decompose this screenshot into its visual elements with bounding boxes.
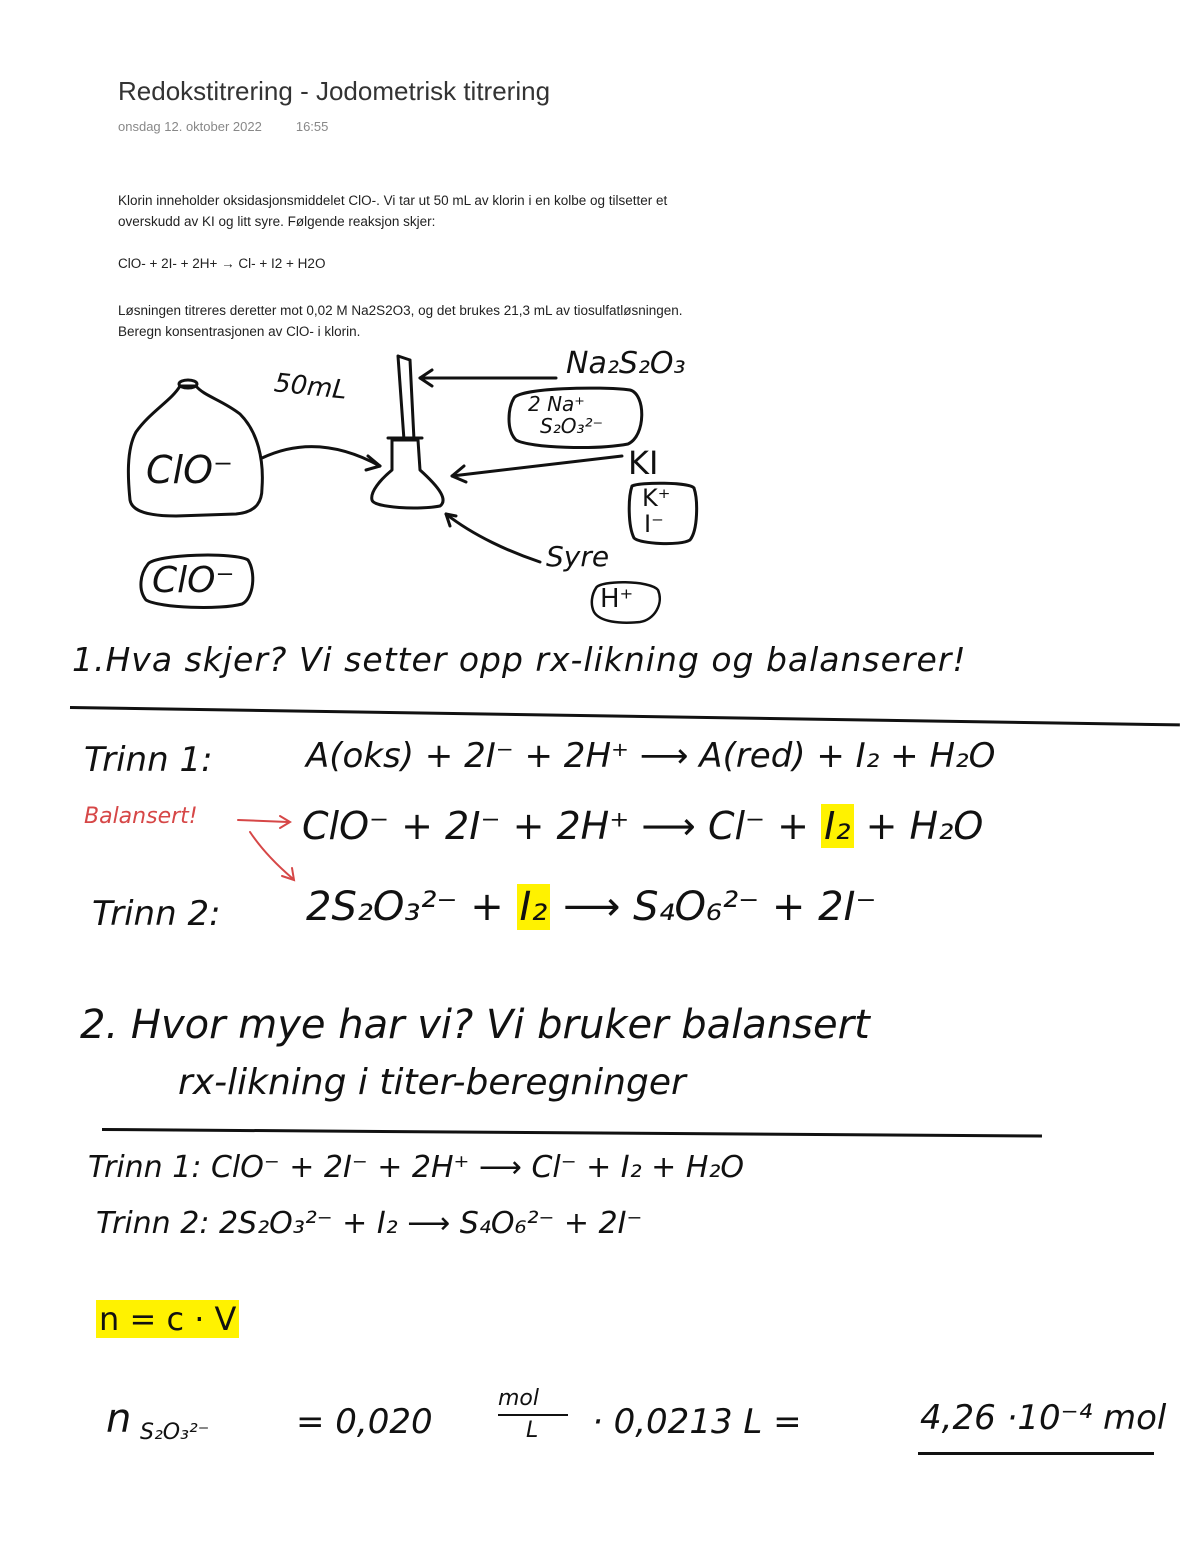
task-line-2: Beregn konsentrasjonen av ClO- i klorin.	[118, 324, 361, 339]
calc-fraction-bar	[498, 1414, 568, 1416]
step1-balanced-left: ClO⁻ + 2I⁻ + 2H⁺ ⟶ Cl⁻ +	[302, 804, 822, 848]
step1-label: Trinn 1:	[84, 740, 213, 780]
note-date: onsdag 12. oktober 2022	[118, 119, 262, 134]
ki-ion-i: I⁻	[644, 510, 664, 538]
summary-step1: Trinn 1: ClO⁻ + 2I⁻ + 2H⁺ ⟶ Cl⁻ + I₂ + H₂O	[88, 1150, 745, 1185]
ki-label: KI	[628, 444, 659, 482]
calc-unit-denominator: L	[526, 1418, 539, 1443]
heading-2-line-2: rx-likning i titer-beregninger	[178, 1062, 686, 1103]
step1-balanced-equation	[302, 804, 983, 848]
step1-i2-highlight: I₂	[821, 804, 853, 848]
page-title: Redokstitrering - Jodometrisk titrering	[118, 76, 551, 106]
calc-volume: · 0,0213 L =	[592, 1402, 802, 1442]
acid-label: Syre	[546, 540, 610, 573]
note-time: 16:55	[295, 119, 329, 134]
summary-step2: Trinn 2: 2S₂O₃²⁻ + I₂ ⟶ S₄O₆²⁻ + 2I⁻	[96, 1206, 643, 1241]
calc-n: n	[106, 1396, 132, 1442]
intro-line-1: Klorin inneholder oksidasjonsmiddelet ClO-. Vi tar ut 50 mL av klorin i en kolbe og tilsetter et	[118, 193, 668, 208]
step1-general-equation: A(oks) + 2I⁻ + 2H⁺ ⟶ A(red) + I₂ + H₂O	[306, 736, 996, 776]
thio-label: Na₂S₂O₃	[566, 346, 686, 381]
formula	[96, 1300, 239, 1338]
thio-ion-na: 2 Na⁺	[528, 392, 585, 416]
formula-highlight: n = c · V	[96, 1300, 239, 1338]
step2-i2-highlight: I₂	[517, 884, 551, 930]
balanced-note: Balansert!	[84, 804, 198, 829]
step2-right: ⟶ S₄O₆²⁻ + 2I⁻	[550, 884, 877, 930]
step1-balanced-right: + H₂O	[853, 804, 984, 848]
heading-2-underline	[102, 1128, 1042, 1138]
typed-reaction: ClO- + 2I- + 2H+ → Cl- + I2 + H2O	[118, 256, 326, 271]
calc-subscript: S₂O₃²⁻	[140, 1420, 210, 1445]
ki-ion-k: K⁺	[642, 484, 671, 512]
heading-1: 1.Hva skjer? Vi setter opp rx-likning og balanserer!	[72, 640, 967, 679]
step2-left: 2S₂O₃²⁻ +	[306, 884, 517, 930]
step2-equation	[306, 884, 877, 930]
step2-label: Trinn 2:	[92, 894, 221, 934]
intro-line-2: overskudd av KI og litt syre. Følgende reaksjon skjer:	[118, 214, 436, 229]
calc-result-underline	[918, 1452, 1154, 1455]
clo-bubble-label: ClO⁻	[152, 560, 235, 601]
thio-ion-s2o3: S₂O₃²⁻	[540, 414, 604, 438]
task-line-1: Løsningen titreres deretter mot 0,02 M Na2S2O3, og det brukes 21,3 mL av tiosulfatløsningen.	[118, 303, 683, 318]
acid-ion: H⁺	[600, 584, 634, 614]
calc-result: 4,26 ·10⁻⁴ mol	[920, 1398, 1167, 1438]
heading-2-line-1: 2. Hvor mye har vi? Vi bruker balansert	[80, 1002, 870, 1048]
calc-unit-numerator: mol	[498, 1386, 540, 1411]
volume-label: 50mL	[272, 368, 349, 406]
calc-concentration: = 0,020	[296, 1402, 433, 1442]
bottle-label: ClO⁻	[146, 448, 234, 492]
